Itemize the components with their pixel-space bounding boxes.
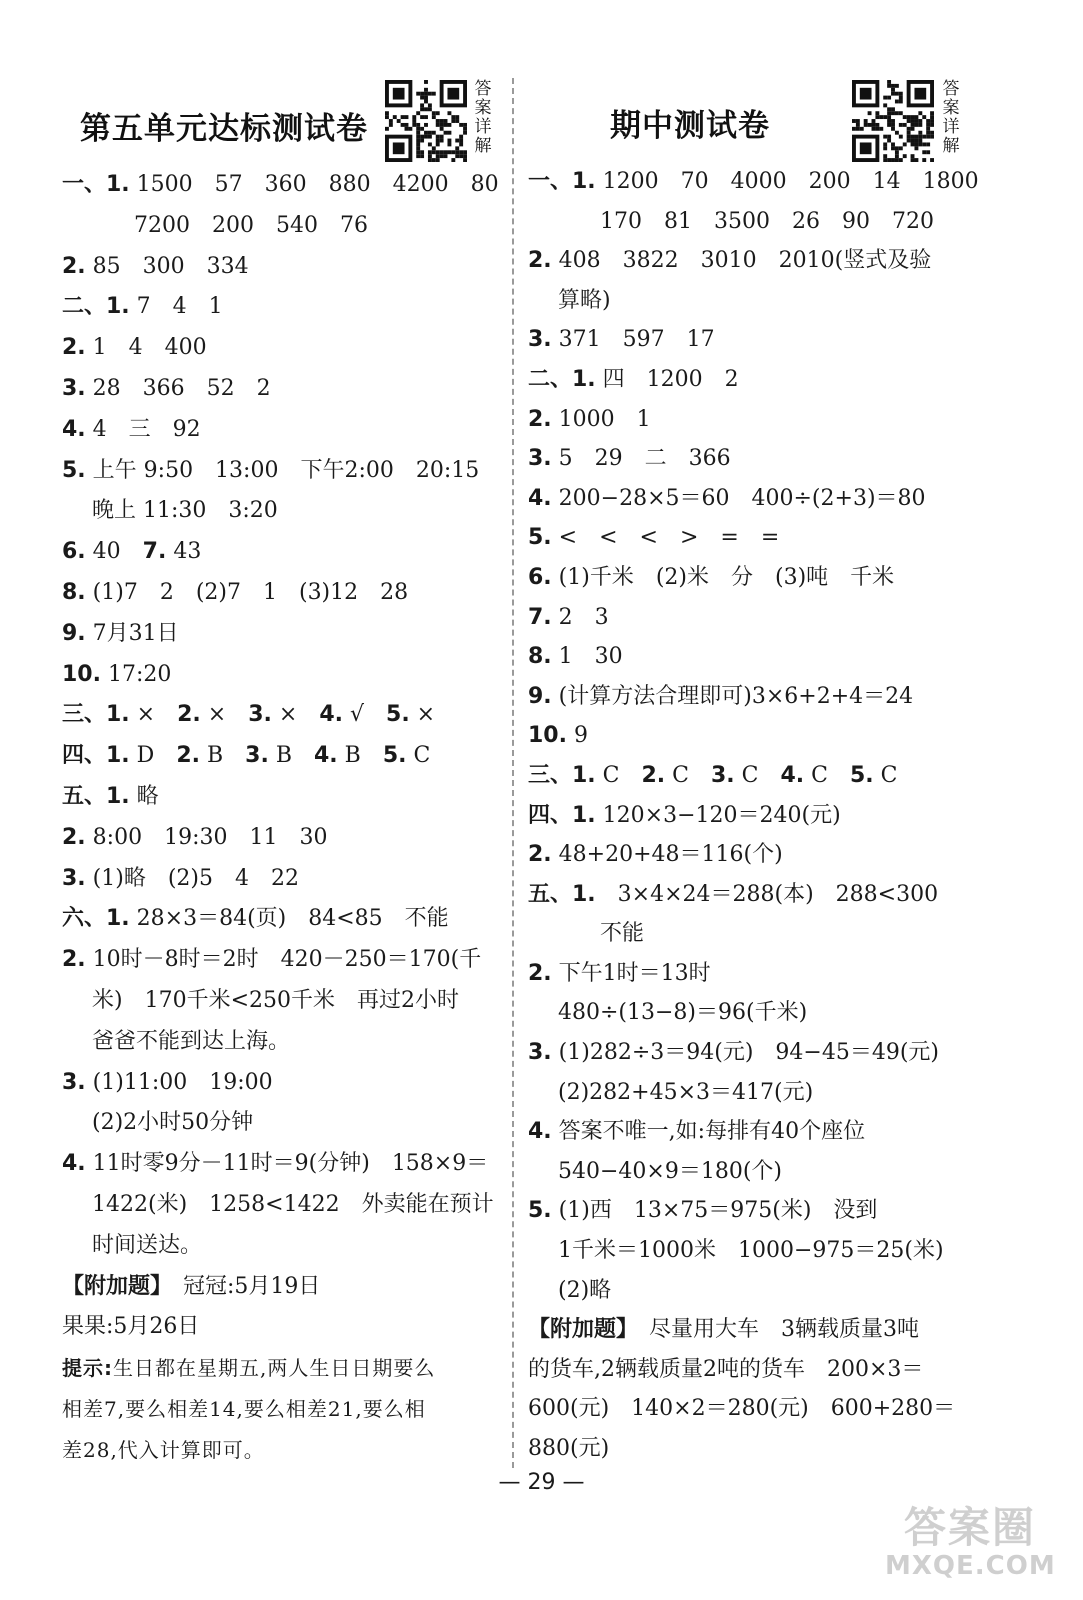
answer-line: 10. 17:20 xyxy=(62,661,172,687)
answer-line: 算略) xyxy=(558,287,611,313)
answer-line: 6. 40 7. 43 xyxy=(62,539,202,565)
answer-line: 四、1. 120×3−120＝240(元) xyxy=(528,802,841,828)
right-section-title: 期中测试卷 xyxy=(610,108,770,144)
answer-line: (2)略 xyxy=(558,1277,612,1303)
answer-line: 8. (1)7 2 (2)7 1 (3)12 28 xyxy=(62,579,409,605)
answer-line: 4. 11时零9分－11时＝9(分钟) 158×9＝ xyxy=(62,1151,489,1177)
answer-line: (2)2小时50分钟 xyxy=(92,1110,254,1136)
answer-line: 三、1. × 2. × 3. × 4. √ 5. × xyxy=(62,702,436,728)
watermark-logo xyxy=(885,1505,1055,1585)
answer-line: 二、1. 7 4 1 xyxy=(62,294,223,320)
answer-line: 880(元) xyxy=(528,1436,610,1461)
answer-line: 2. 408 3822 3010 2010(竖式及验 xyxy=(528,248,932,274)
answer-line: 8. 1 30 xyxy=(528,644,623,670)
answer-line: 的货车,2辆载质量2吨的货车 200×3＝ xyxy=(528,1356,924,1382)
answer-line: 一、1. 1200 70 4000 200 14 1800 xyxy=(528,169,979,194)
answer-line: 540−40×9＝180(个) xyxy=(558,1158,783,1184)
answer-line: 3. (1)略 (2)5 4 22 xyxy=(62,865,299,891)
right-answer-list xyxy=(528,162,979,1469)
answer-line: 四、1. D 2. B 3. B 4. B 5. C xyxy=(62,743,431,769)
answer-line: (2)282+45×3＝417(元) xyxy=(558,1079,814,1105)
answer-line: 170 81 3500 26 90 720 xyxy=(600,208,934,234)
answer-line: 米) 170千米<250千米 再过2小时 xyxy=(92,987,459,1013)
left-qr-caption: 答案详解 xyxy=(474,79,492,156)
answer-line: 晚上 11:30 3:20 xyxy=(92,498,278,524)
answer-line: 480÷(13−8)＝96(千米) xyxy=(558,1000,808,1026)
answer-line: 1千米＝1000米 1000−975＝25(米) xyxy=(558,1238,944,1264)
answer-line: 二、1. 四 1200 2 xyxy=(528,366,739,392)
hint-line: 提示:生日都在星期五,两人生日日期要么 xyxy=(62,1356,436,1381)
hint-line: 相差7,要么相差14,要么相差21,要么相 xyxy=(62,1396,426,1421)
answer-line: 2. 1000 1 xyxy=(528,406,651,432)
answer-line: 3. 28 366 52 2 xyxy=(62,375,271,401)
answer-line: 2. 8:00 19:30 11 30 xyxy=(62,824,328,850)
answer-line: 2. 85 300 334 xyxy=(62,253,249,279)
right-qr-code-icon xyxy=(852,80,934,162)
page-number: — 29 — xyxy=(498,1470,585,1495)
answer-line: 2. 10时－8时＝2时 420－250＝170(千 xyxy=(62,947,482,973)
watermark-text-bottom: MXQE.COM xyxy=(885,1551,1056,1581)
answer-line: 4. 答案不唯一,如:每排有40个座位 xyxy=(528,1119,866,1145)
answer-line: 一、1. 1500 57 360 880 4200 80 xyxy=(62,172,499,197)
answer-line: 爸爸不能到达上海。 xyxy=(92,1028,291,1054)
answer-line: 五、1. 3×4×24＝288(本) 288<300 xyxy=(528,881,939,907)
answer-line: 600(元) 140×2＝280(元) 600+280＝ xyxy=(528,1396,956,1422)
answer-line: 不能 xyxy=(600,921,645,947)
left-section-title: 第五单元达标测试卷 xyxy=(80,111,368,147)
answer-line: 5. < < < > = = xyxy=(528,525,780,551)
answer-line: 3. 371 597 17 xyxy=(528,327,715,353)
answer-line: 六、1. 28×3＝84(页) 84<85 不能 xyxy=(62,906,449,932)
hint-line: 差28,代入计算即可。 xyxy=(62,1437,265,1462)
answer-line: 9. 7月31日 xyxy=(62,620,179,646)
answer-line: 2. 1 4 400 xyxy=(62,335,207,361)
answer-line: 3. (1)282÷3＝94(元) 94−45＝49(元) xyxy=(528,1040,939,1066)
answer-line: 7200 200 540 76 xyxy=(134,212,368,238)
right-qr-caption: 答案详解 xyxy=(942,79,960,156)
answer-line: 5. (1)西 13×75＝975(米) 没到 xyxy=(528,1198,878,1224)
column-divider xyxy=(512,78,514,1468)
answer-line: 2. 48+20+48＝116(个) xyxy=(528,842,783,868)
answer-line: 9. (计算方法合理即可)3×6+2+4＝24 xyxy=(528,683,914,709)
answer-line: 7. 2 3 xyxy=(528,604,609,630)
answer-line: 6. (1)千米 (2)米 分 (3)吨 千米 xyxy=(528,564,895,590)
answer-line: 4. 4 三 92 xyxy=(62,416,201,442)
watermark-text-top: 答案圈 xyxy=(903,1503,1036,1552)
answer-line: 五、1. 略 xyxy=(62,783,159,809)
answer-line: 1422(米) 1258<1422 外卖能在预计 xyxy=(92,1191,494,1217)
bonus-question-line: 【附加题】 尽量用大车 3辆载质量3吨 xyxy=(528,1317,920,1343)
answer-line: 10. 9 xyxy=(528,723,588,749)
left-qr-code-icon xyxy=(385,80,467,162)
answer-line: 时间送达。 xyxy=(92,1232,203,1258)
answer-line: 3. 5 29 二 366 xyxy=(528,446,731,472)
left-answer-list xyxy=(62,165,507,1471)
answer-line: 2. 下午1时＝13时 xyxy=(528,960,711,986)
bonus-question-line: 【附加题】 冠冠:5月19日 xyxy=(62,1273,321,1299)
answer-line: 果果:5月26日 xyxy=(62,1314,200,1340)
answer-line: 5. 上午 9:50 13:00 下午2:00 20:15 xyxy=(62,457,480,483)
answer-line: 4. 200−28×5＝60 400÷(2+3)＝80 xyxy=(528,485,926,511)
answer-line: 三、1. C 2. C 3. C 4. C 5. C xyxy=(528,762,898,788)
answer-line: 3. (1)11:00 19:00 xyxy=(62,1069,273,1095)
